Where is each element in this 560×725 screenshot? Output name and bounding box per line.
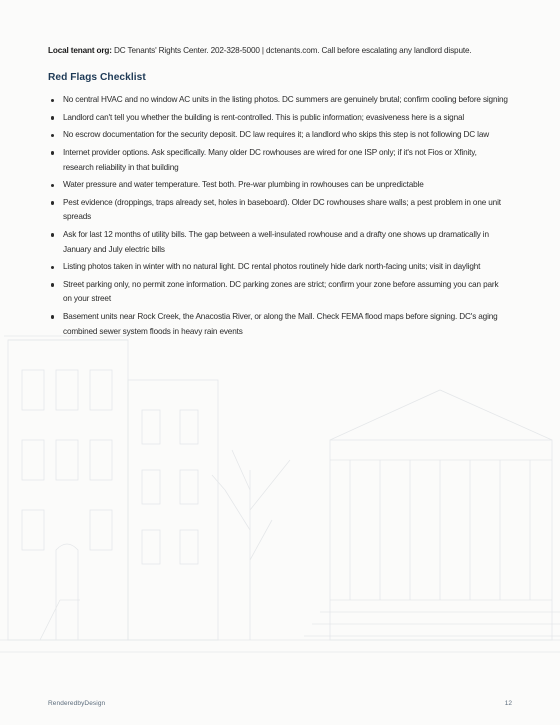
- list-item: [48, 128, 508, 143]
- bullet-icon: [51, 233, 54, 236]
- list-item-text: No central HVAC and no window AC units in the listing photos. DC summers are genuinely brutal; confirm cooling before signing: [63, 95, 508, 105]
- bullet-icon: [51, 184, 54, 187]
- bullet-icon: [51, 315, 54, 318]
- list-item: [48, 228, 508, 257]
- rowhouse-street-illustration: [0, 300, 560, 680]
- bullet-icon: [51, 99, 54, 102]
- list-item: [48, 146, 508, 175]
- list-item-text: Landlord can't tell you whether the building is rent-controlled. This is public information; evasiveness here is a signal: [63, 112, 465, 122]
- tenant-org-note: [48, 44, 508, 59]
- tenant-org-label: Local tenant org:: [48, 46, 112, 55]
- tenant-org-text: DC Tenants' Rights Center. 202-328-5000 | dctenants.com. Call before escalating any landlord dispute.: [111, 46, 472, 55]
- list-item: [48, 260, 508, 275]
- list-item-text: No escrow documentation for the security deposit. DC law requires it; a landlord who skips this step is not following DC law: [63, 130, 490, 140]
- bullet-icon: [51, 283, 54, 286]
- list-item: [48, 310, 508, 339]
- document-content: [48, 44, 508, 342]
- list-item: [48, 93, 508, 108]
- list-item: [48, 196, 508, 225]
- list-item-text: Street parking only, no permit zone information. DC parking zones are strict; confirm your zone before assuming you can park on your street: [63, 279, 499, 304]
- bullet-icon: [51, 201, 54, 204]
- section-title: Red Flags Checklist: [48, 71, 146, 83]
- list-item-text: Listing photos taken in winter with no natural light. DC rental photos routinely hide dark north-facing units; visit in daylight: [63, 262, 481, 272]
- list-item-text: Ask for last 12 months of utility bills. The gap between a well-insulated rowhouse and a drafty one shows up dramatically in January and July electric bills: [63, 229, 489, 254]
- bullet-icon: [51, 266, 54, 269]
- bullet-icon: [51, 134, 54, 137]
- list-item-text: Internet provider options. Ask specifically. Many older DC rowhouses are wired for one ISP only; if it's not Fios or Xfinity, research reliability in that building: [63, 147, 477, 172]
- list-item-text: Pest evidence (droppings, traps already set, holes in baseboard). Older DC rowhouses share walls; a pest problem in one unit spreads: [63, 197, 501, 222]
- list-item: [48, 178, 508, 193]
- bullet-icon: [51, 116, 54, 119]
- list-item: [48, 111, 508, 126]
- list-item-text: Basement units near Rock Creek, the Anacostia River, or along the Mall. Check FEMA flood maps before signing. DC's aging combined sewer system floods in heavy rain events: [63, 311, 498, 336]
- footer-brand: RenderedbyDesign: [48, 700, 106, 707]
- list-item-text: Water pressure and water temperature. Test both. Pre-war plumbing in rowhouses can be unpredictable: [63, 180, 424, 190]
- bullet-icon: [51, 151, 54, 154]
- red-flags-list: [48, 93, 508, 339]
- list-item: [48, 278, 508, 307]
- page-number: 12: [504, 700, 512, 707]
